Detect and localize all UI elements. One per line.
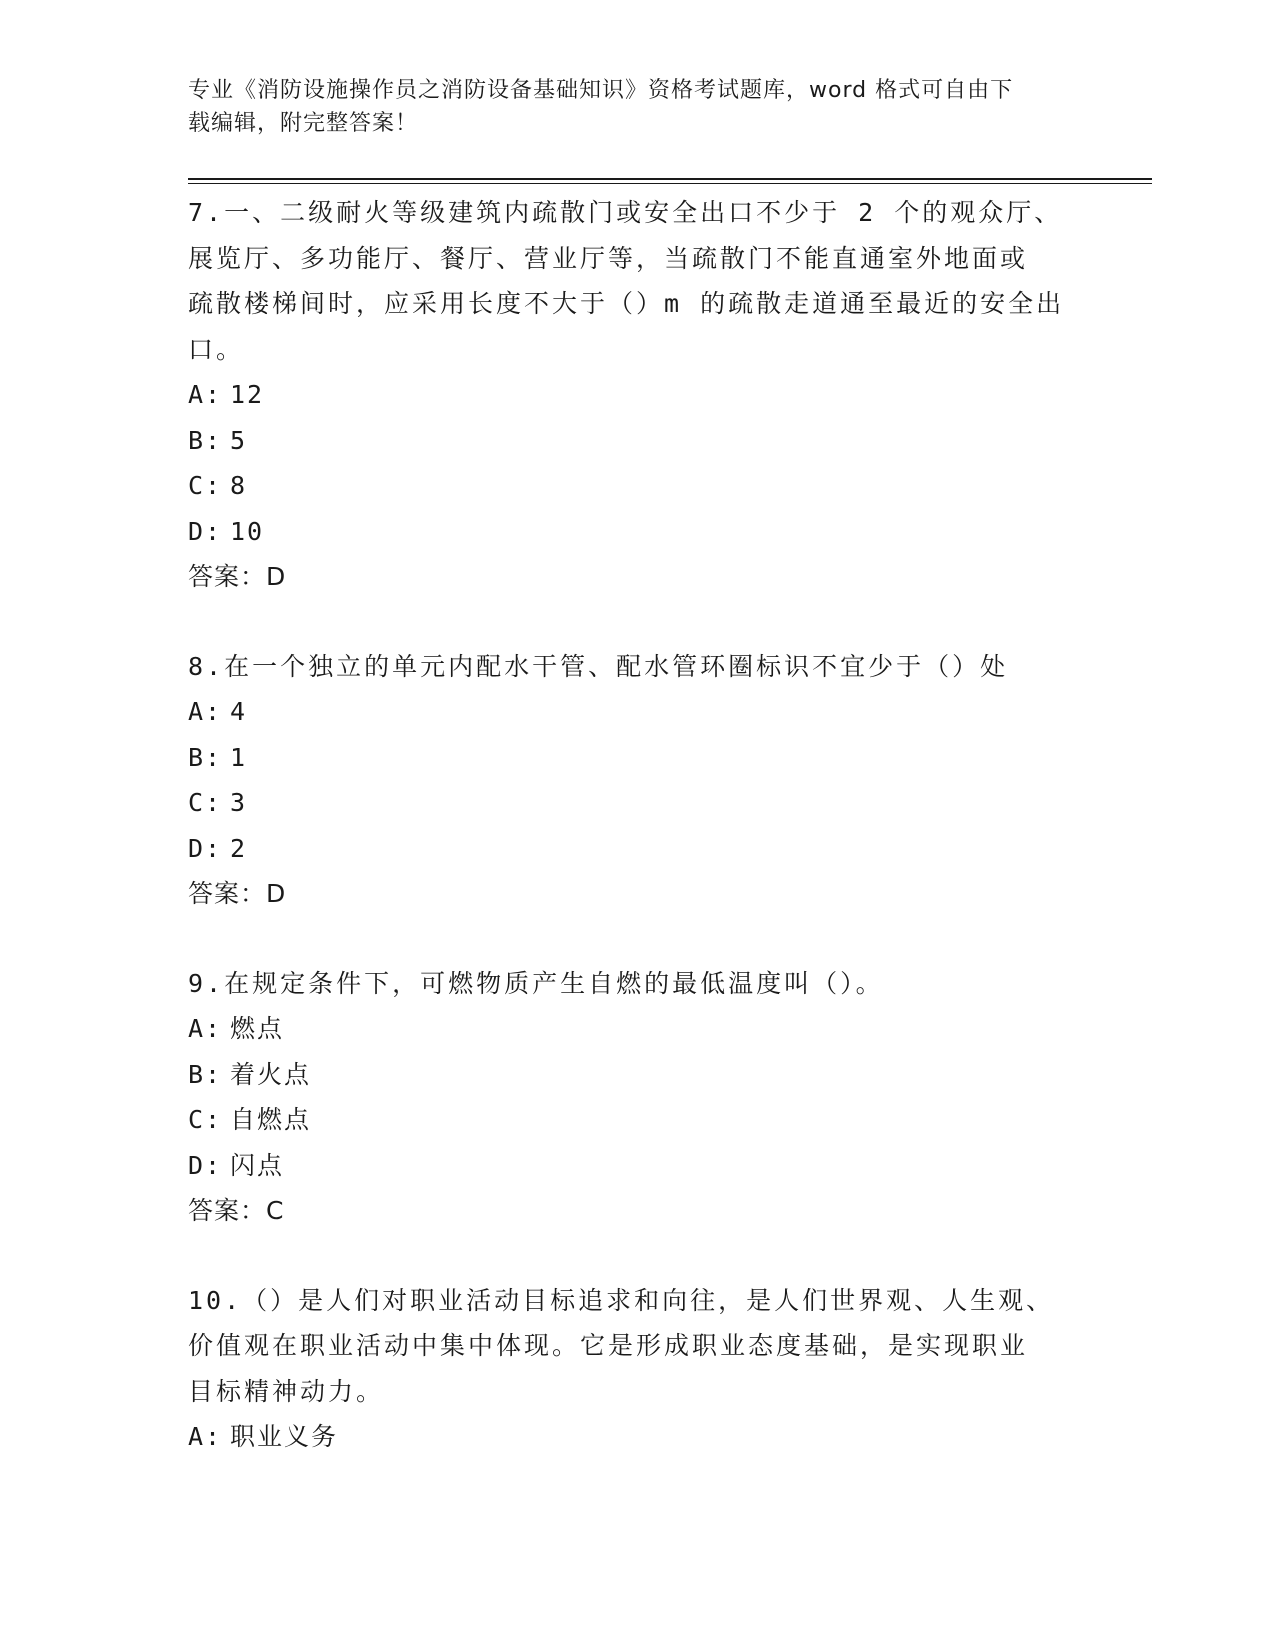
option-text: 3	[230, 788, 248, 817]
question-10-text-line-1: 10.（）是人们对职业活动目标追求和向往，是人们世界观、人生观、	[188, 1285, 1055, 1315]
option-text: 着火点	[230, 1059, 312, 1089]
question-7-text-line-4: 口。	[188, 334, 245, 364]
question-9-option-c	[188, 1097, 1088, 1143]
document-header	[188, 74, 1088, 140]
question-7-option-c	[188, 463, 1088, 509]
question-8-option-b	[188, 735, 1088, 781]
question-9-answer: 答案：C	[188, 1196, 285, 1225]
question-8-option-a	[188, 689, 1088, 735]
question-8-option-c	[188, 780, 1088, 826]
option-text: 自燃点	[230, 1105, 312, 1134]
option-text: 5	[230, 425, 248, 455]
header-divider-thick	[188, 178, 1152, 180]
question-7-text-line-2: 展览厅、多功能厅、餐厅、营业厅等，当疏散门不能直通室外地面或	[188, 243, 1029, 273]
question-8-answer: 答案：D	[188, 879, 287, 908]
question-7-answer: 答案：D	[188, 562, 287, 591]
header-divider-thin	[188, 183, 1152, 184]
option-text: 10	[230, 516, 265, 546]
option-letter: A:	[188, 380, 223, 409]
question-7-text-line-3: 疏散楼梯间时，应采用长度不大于（）m 的疏散走道通至最近的安全出	[188, 289, 1065, 318]
question-8	[188, 644, 1088, 917]
question-9-option-b	[188, 1052, 1088, 1098]
question-7-text-line-1: 7.一、二级耐火等级建筑内疏散门或安全出口不少于 2 个的观众厅、	[188, 198, 1063, 227]
question-7-option-b	[188, 418, 1088, 464]
option-text: 闪点	[230, 1150, 285, 1180]
option-letter: B:	[188, 1059, 223, 1089]
option-text: 4	[230, 697, 248, 726]
question-7-option-d	[188, 509, 1088, 555]
question-9-option-a	[188, 1006, 1088, 1052]
option-letter: D:	[188, 516, 223, 546]
option-text: 1	[230, 742, 248, 772]
question-7	[188, 190, 1088, 600]
option-letter: A:	[188, 697, 223, 726]
option-letter: A:	[188, 1014, 223, 1043]
question-10-option-a	[188, 1414, 1088, 1460]
question-7-option-a	[188, 372, 1088, 418]
option-letter: B:	[188, 425, 223, 455]
option-text: 12	[230, 380, 265, 409]
option-letter: D:	[188, 1150, 223, 1180]
header-line-2: 载编辑，附完整答案！	[188, 111, 419, 136]
question-8-option-d	[188, 826, 1088, 872]
header-line-1: 专业《消防设施操作员之消防设备基础知识》资格考试题库，word 格式可自由下	[188, 78, 1014, 103]
option-letter: A:	[188, 1422, 223, 1451]
question-8-text-line-1: 8.在一个独立的单元内配水干管、配水管环圈标识不宜少于（）处	[188, 651, 1009, 681]
option-letter: C:	[188, 1105, 223, 1134]
option-letter: B:	[188, 742, 223, 772]
question-10-text-line-3: 目标精神动力。	[188, 1376, 385, 1406]
question-9	[188, 961, 1088, 1234]
option-text: 职业义务	[230, 1422, 339, 1451]
option-letter: C:	[188, 788, 223, 817]
question-list	[188, 190, 1088, 1504]
question-9-option-d	[188, 1143, 1088, 1189]
option-text: 燃点	[230, 1014, 285, 1043]
question-10-text-line-2: 价值观在职业活动中集中体现。它是形成职业态度基础，是实现职业	[188, 1331, 1029, 1360]
question-10	[188, 1278, 1088, 1460]
question-9-text-line-1: 9.在规定条件下，可燃物质产生自燃的最低温度叫（）。	[188, 968, 884, 998]
option-text: 8	[230, 471, 248, 500]
option-text: 2	[230, 833, 248, 863]
option-letter: D:	[188, 833, 223, 863]
option-letter: C:	[188, 471, 223, 500]
